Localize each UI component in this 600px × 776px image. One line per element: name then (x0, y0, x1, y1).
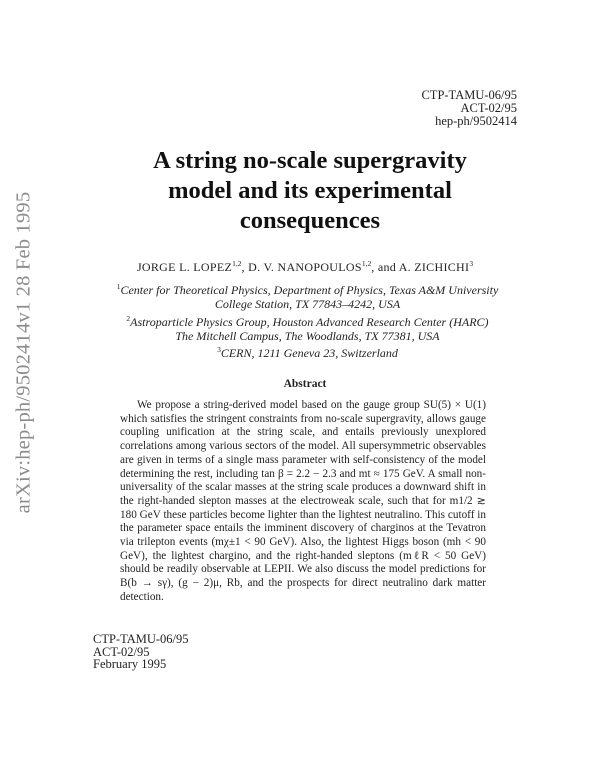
report-date: February 1995 (93, 657, 167, 671)
arxiv-stamp (10, 191, 38, 514)
abstract-body: We propose a string-derived model based on the gauge group SU(5) × U(1) which satisfies the stringent constraints from no-scale supergravity, allows gauge coupling unification at the string scale, and entails previously unexplored correlations among various sectors of the model. All supersymmetric observables are given in terms of a single mass parameter with self-consistency of the model determining the rest, including tan β = 2.2 − 2.3 and mt ≈ 175 GeV. A small non-universality of the scalar masses at the string scale produces a downward shift in the right-handed slepton masses at the electroweak scale, such that for m1/2 ≳ 180 GeV these particles become lighter than the lightest neutralino. This cutoff in the parameter space entails the imminent discovery of charginos at the Tevatron via trilepton events (mχ±1 < 90 GeV). Also, the lightest Higgs boson (mh < 90 GeV), the lightest chargino, and the right-handed sleptons (mℓR < 50 GeV) should be readily observable at LEPII. We also discuss the model predictions for B(b → sγ), (g − 2)μ, Rb, and the prospects for direct neutralino dark matter detection. (120, 399, 486, 603)
author-affil-mark: 1,2 (361, 259, 372, 268)
author-affil-mark: 1,2 (232, 259, 242, 268)
affiliation-line (60, 312, 555, 329)
affiliation-text: Center for Theoretical Physics, Department of Physics, Texas A&M University (120, 283, 499, 297)
affil-mark: 3 (217, 345, 221, 355)
author-separator: , and (371, 260, 399, 274)
author-name: D. V. NANOPOULOS (248, 260, 362, 274)
affiliation-text: CERN, 1211 Geneva 23, Switzerland (220, 346, 398, 361)
affil-mark: 2 (126, 313, 131, 323)
report-numbers-bottom (93, 633, 189, 671)
affil-mark: 1 (116, 282, 121, 291)
author-name: JORGE L. LOPEZ (136, 260, 233, 274)
report-numbers-top (421, 89, 517, 128)
affiliation-line: The Mitchell Campus, The Woodlands, TX 77381, USA (175, 328, 440, 343)
title-line: A string no-scale supergravity (153, 147, 467, 174)
author-affil-mark: 3 (469, 259, 474, 268)
report-number: CTP-TAMU-06/95 (421, 88, 517, 102)
title-line: model and its experimental (168, 177, 452, 204)
affiliation-line (60, 343, 555, 360)
affiliation-line: College Station, TX 77843–4242, USA (214, 297, 401, 312)
arxiv-id: hep-ph/9502414 (435, 114, 517, 128)
title-line: consequences (239, 207, 381, 234)
affiliations (60, 280, 555, 360)
report-number: ACT-02/95 (93, 644, 150, 659)
abstract-heading: Abstract (283, 378, 327, 390)
arxiv-stamp-text: arXiv:hep-ph/9502414v1 28 Feb 1995 (12, 191, 35, 514)
report-number: CTP-TAMU-06/95 (93, 632, 189, 646)
affiliation-text: Astroparticle Physics Group, Houston Advanced Research Center (HARC) (130, 314, 489, 329)
author-list (60, 259, 550, 275)
author-name: A. ZICHICHI (398, 260, 470, 274)
paper-title (100, 146, 520, 236)
report-number: ACT-02/95 (460, 101, 517, 115)
author-separator: , (241, 260, 249, 274)
affiliation-line (60, 280, 555, 297)
